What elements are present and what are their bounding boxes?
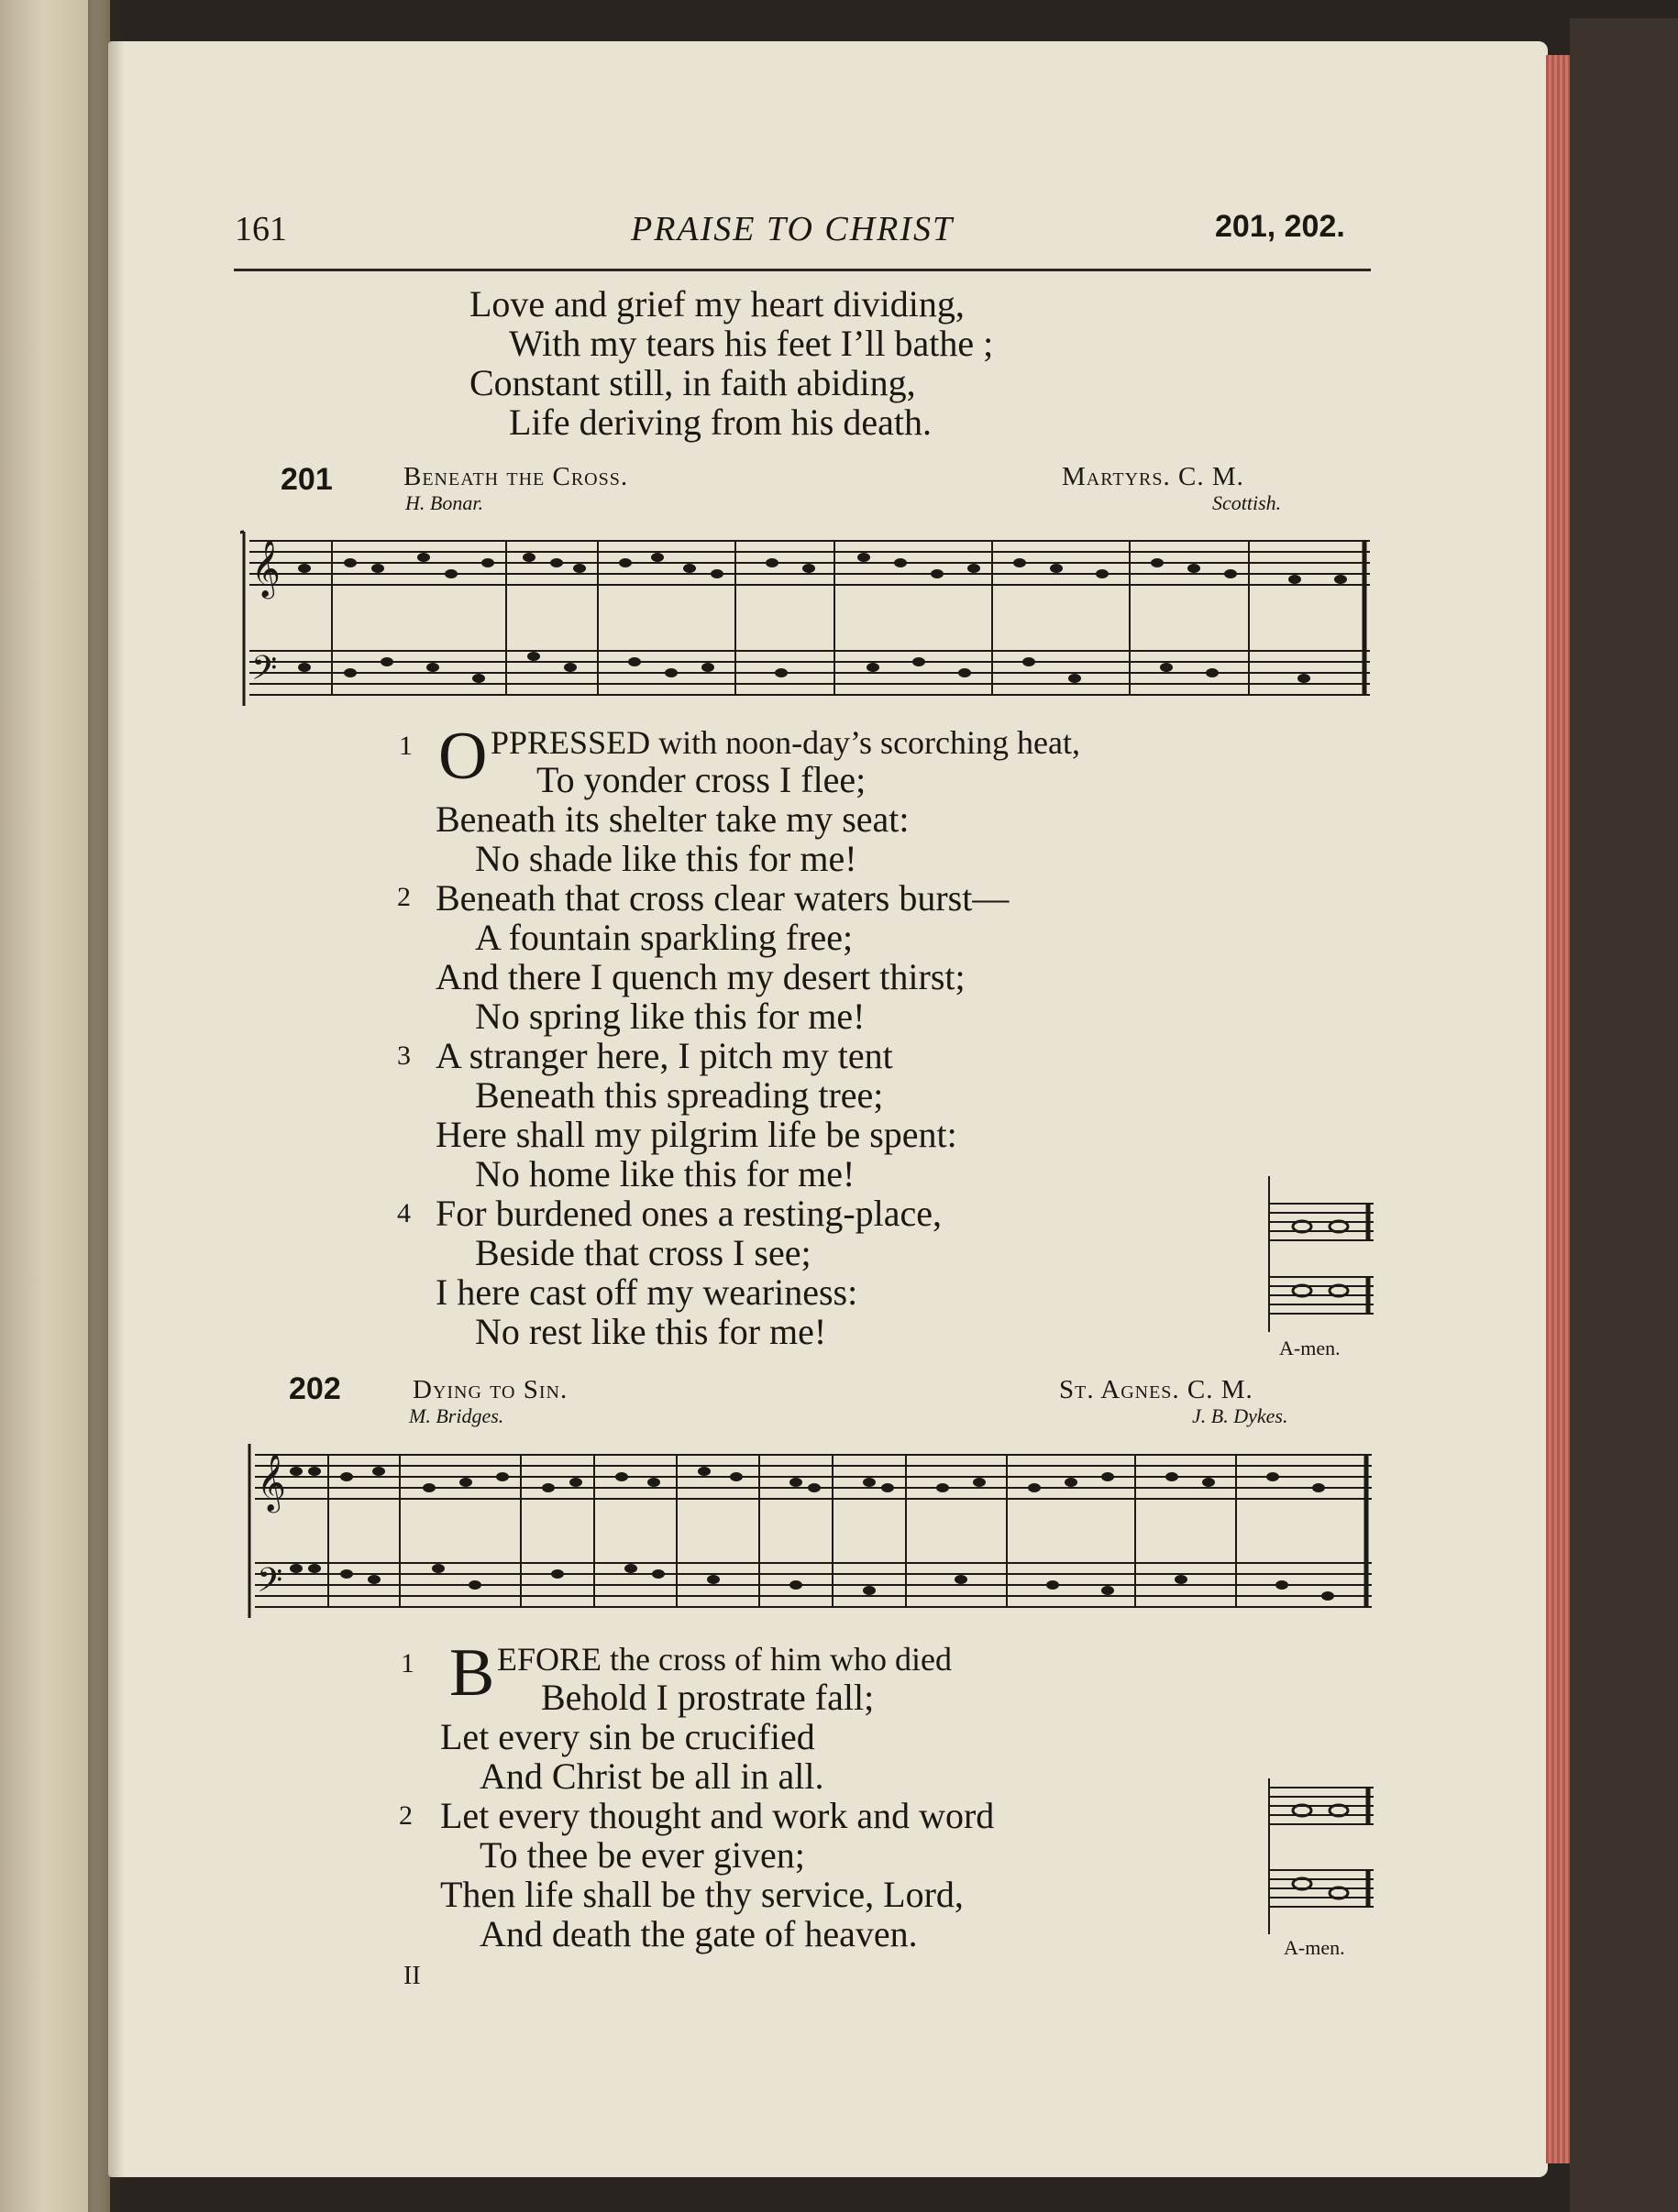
hymn-201-v4-line-2: Beside that cross I see; [475, 1232, 811, 1273]
hymn-201-amen-music [1265, 1176, 1380, 1337]
hymn-201-drop-cap: O [438, 719, 488, 794]
hymn-201-verse-1-first-line: PPRESSED with noon-day’s scorching heat, [491, 724, 1080, 761]
hymn-201-v2-line-1: Beneath that cross clear waters burst— [436, 877, 1010, 919]
hymn-201-v2-line-4: No spring like this for me! [475, 996, 866, 1037]
hymn-201-verse-4-number: 4 [397, 1198, 411, 1228]
hymn-202-verse-2-number: 2 [399, 1800, 413, 1831]
hymn-201-number: 201 [281, 462, 333, 497]
hymn-201-v1-line-2: To yonder cross I flee; [536, 759, 867, 800]
hymn-202-v2-line-2: To thee be ever given; [480, 1834, 805, 1876]
hymn-201-v4-line-4: No rest like this for me! [475, 1311, 827, 1352]
hymn-202-drop-cap: B [449, 1635, 495, 1711]
hymn-202-v1-line-3: Let every sin be crucified [440, 1716, 815, 1757]
hymn-201-v1-line-4: No shade like this for me! [475, 838, 857, 879]
hymn-202-amen-music [1265, 1778, 1380, 1934]
svg-text:𝄢: 𝄢 [251, 649, 278, 696]
svg-text:𝄞: 𝄞 [257, 1453, 286, 1511]
spine-shadow [88, 0, 125, 2212]
hymn-202-v1-line-2: Behold I prostrate fall; [541, 1677, 875, 1718]
hymn-201-verse-3-number: 3 [397, 1040, 411, 1071]
hymn-202-v2-line-1: Let every thought and work and word [440, 1795, 995, 1836]
hymn-201-tune: Martyrs. C. M. [1062, 462, 1244, 491]
book-cover [1570, 18, 1678, 2212]
continued-line-1: Love and grief my heart dividing, [469, 283, 965, 325]
hymn-202-number: 202 [289, 1371, 341, 1406]
hymn-202-music-score [246, 1435, 1379, 1636]
hymn-201-v2-line-2: A fountain sparkling free; [475, 917, 854, 958]
hymn-201-v3-line-2: Beneath this spreading tree; [475, 1074, 884, 1116]
hymn-202-amen: A-men. [1284, 1936, 1345, 1959]
hymn-202-v2-line-4: And death the gate of heaven. [480, 1913, 918, 1954]
hymn-201-v3-line-3: Here shall my pilgrim life be spent: [436, 1114, 957, 1155]
hymn-201-v3-line-1: A stranger here, I pitch my tent [436, 1035, 893, 1076]
bass-staff-201 [249, 651, 1370, 695]
hymn-201-v2-line-3: And there I quench my desert thirst; [436, 956, 966, 997]
hymn-201-v1-line-3: Beneath its shelter take my seat: [436, 798, 910, 840]
notes-202 [290, 1467, 1334, 1601]
page-number: 161 [235, 210, 287, 248]
hymn-numbers: 201, 202. [1215, 209, 1345, 244]
hymn-201-verse-1-number: 1 [399, 731, 413, 761]
hymn-202-v2-line-3: Then life shall be thy service, Lord, [440, 1874, 964, 1915]
continued-line-4: Life deriving from his death. [509, 402, 932, 443]
hymn-201-v3-line-4: No home like this for me! [475, 1153, 856, 1194]
header-rule [234, 269, 1371, 271]
hymn-201-composer: Scottish. [1212, 491, 1282, 514]
treble-staff-201 [249, 541, 1370, 585]
page-edge-red [1546, 55, 1572, 2163]
signature-mark: II [403, 1962, 421, 1990]
hymn-201-music-score [240, 523, 1377, 715]
svg-text:𝄢: 𝄢 [257, 1561, 283, 1608]
hymn-202-tune: St. Agnes. C. M. [1059, 1375, 1253, 1404]
hymn-202-author: M. Bridges. [409, 1404, 504, 1427]
hymn-201-v4-line-3: I here cast off my weariness: [436, 1271, 858, 1313]
bass-staff-202 [255, 1563, 1372, 1607]
hymn-201-author: H. Bonar. [405, 491, 483, 514]
notes-201 [298, 553, 1347, 683]
continued-line-2: With my tears his feet I’ll bathe ; [509, 323, 994, 364]
svg-text:𝄞: 𝄞 [251, 539, 281, 597]
continued-line-3: Constant still, in faith abiding, [469, 362, 916, 403]
hymn-201-verse-2-number: 2 [397, 882, 411, 912]
hymn-202-verse-1-first-line: EFORE the cross of him who died [497, 1641, 952, 1678]
hymn-202-composer: J. B. Dykes. [1192, 1404, 1288, 1427]
hymn-202-v1-line-4: And Christ be all in all. [480, 1755, 824, 1797]
hymn-201-amen: A-men. [1279, 1337, 1341, 1359]
hymn-201-title: Beneath the Cross. [403, 462, 629, 491]
hymn-201-v4-line-1: For burdened ones a resting-place, [436, 1193, 943, 1234]
section-title: PRAISE TO CHRIST [631, 210, 955, 248]
hymn-202-title: Dying to Sin. [413, 1375, 569, 1404]
hymn-202-verse-1-number: 1 [401, 1648, 414, 1678]
